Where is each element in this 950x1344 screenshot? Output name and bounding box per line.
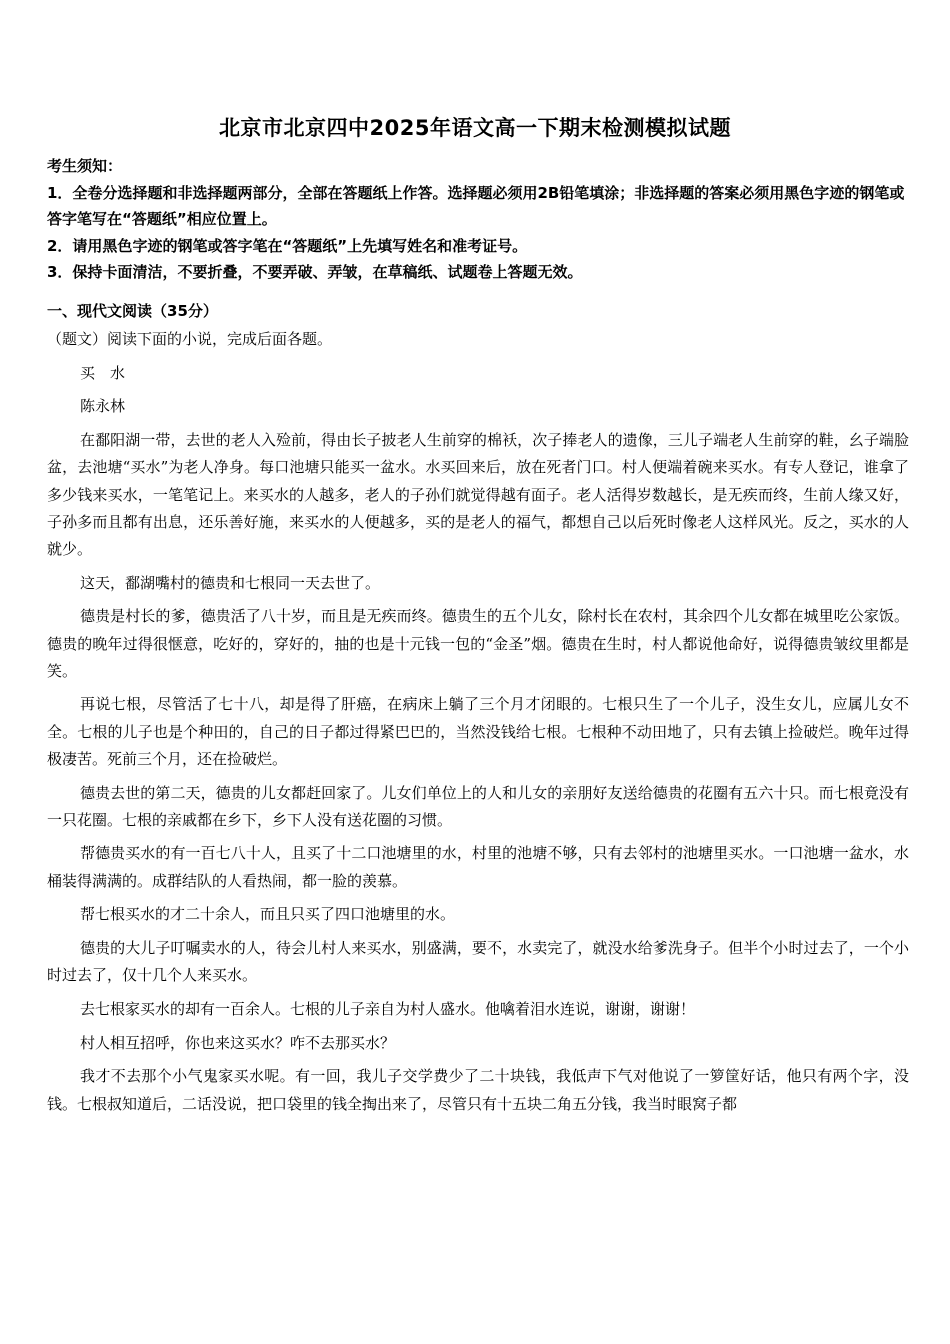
notice-item: 1．全卷分选择题和非选择题两部分，全部在答题纸上作答。选择题必须用2B铅笔填涂；非选择题的答案必须用黑色字迹的钢笔或答字笔写在“答题纸”相应位置上。 [47,183,905,228]
story-author: 陈永林 [80,397,126,416]
notice-item: 3．保持卡面清洁，不要折叠，不要弄破、弄皱，在草稿纸、试题卷上答题无效。 [47,263,583,281]
section-heading: 一、现代文阅读（35分） [47,302,218,320]
story-paragraph: 德贵的大儿子叮嘱卖水的人，待会儿村人来买水，别盛满，要不，水卖完了，就没水给爹洗身子。但半个小时过去了，一个小时过去了，仅十几个人来买水。 [47,939,909,985]
notice-item: 2．请用黑色字迹的钢笔或答字笔在“答题纸”上先填写姓名和准考证号。 [47,236,528,255]
page-title: 北京市北京四中2025年语文高一下期末检测模拟试题 [219,116,731,140]
question-prompt: （题文）阅读下面的小说，完成后面各题。 [47,330,333,348]
story-paragraph: 帮七根买水的才二十余人，而且只买了四口池塘里的水。 [80,905,456,924]
story-paragraph: 村人相互招呼，你也来这买水？咋不去那买水？ [80,1033,396,1052]
story-paragraph: 我才不去那个小气鬼家买水呢。有一回，我儿子交学费少了二十块钱，我低声下气对他说了一箩筐好话，他只有两个字，没钱。七根叔知道后，二话没说，把口袋里的钱全掏出来了，尽管只有十五块二角五分钱，我当时眼窝子都 [47,1067,909,1113]
story-paragraph: 德贵去世的第二天，德贵的儿女都赶回家了。儿女们单位上的人和儿女的亲朋好友送给德贵的花圈有五六十只。而七根竟没有一只花圈。七根的亲戚都在乡下，乡下人没有送花圈的习惯。 [47,783,909,829]
story-paragraph: 这天，鄱湖嘴村的德贵和七根同一天去世了。 [80,573,381,592]
candidate-notice [47,153,907,286]
story-paragraph: 德贵是村长的爹，德贵活了八十岁，而且是无疾而终。德贵生的五个儿女，除村长在农村，其余四个儿女都在城里吃公家饭。德贵的晚年过得很惬意，吃好的，穿好的，抽的也是十元钱一包的“金圣”烟。德贵在生时，村人都说他命好，说得德贵皱纹里都是笑。 [47,607,909,680]
story-paragraph: 帮德贵买水的有一百七八十人，且买了十二口池塘里的水，村里的池塘不够，只有去邻村的池塘里买水。一口池塘一盆水，水桶装得满满的。成群结队的人看热闹，都一脸的羡慕。 [47,844,909,890]
story-paragraph: 在鄱阳湖一带，去世的老人入殓前，得由长子披老人生前穿的棉袄，次子捧老人的遗像，三儿子端老人生前穿的鞋，幺子端脸盆，去池塘“买水”为老人净身。每口池塘只能买一盆水。水买回来后，放在死者门口。村人便端着碗来买水。有专人登记，谁拿了多少钱来买水，一笔笔记上。来买水的人越多，老人的子孙们就觉得越有面子。老人活得岁数越长，是无疾而终，生前人缘又好，子孙多而且都有出息，还乐善好施，来买水的人便越多，买的是老人的福气，都想自己以后死时像老人这样风光。反之，买水的人就少。 [47,431,909,558]
story-paragraph: 再说七根，尽管活了七十八，却是得了肝癌，在病床上躺了三个月才闭眼的。七根只生了一个儿子，没生女儿，应属儿女不全。七根的儿子也是个种田的，自己的日子都过得紧巴巴的，当然没钱给七根。七根种不动田地了，只有去镇上捡破烂。晚年过得极凄苦。死前三个月，还在捡破烂。 [47,695,909,768]
story-paragraph: 去七根家买水的却有一百余人。七根的儿子亲自为村人盛水。他噙着泪水连说，谢谢，谢谢！ [80,999,696,1018]
notice-heading: 考生须知： [47,157,123,175]
story-title: 买 水 [80,363,126,382]
reading-passage [47,326,909,1118]
